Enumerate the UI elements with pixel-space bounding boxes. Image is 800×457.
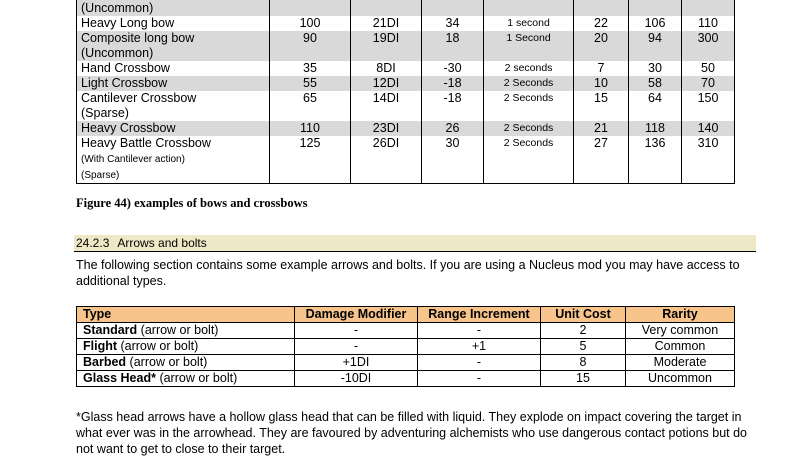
- column-header: Range Increment: [418, 307, 541, 323]
- range-cell: -: [418, 355, 541, 371]
- column-header: Damage Modifier: [295, 307, 418, 323]
- bow-value: 106: [629, 16, 682, 31]
- bow-value: 14DI: [351, 91, 422, 121]
- bow-reload: [484, 0, 574, 16]
- bows-table: [76, 0, 735, 184]
- bow-value: [574, 0, 629, 16]
- bow-value: 310: [682, 136, 735, 184]
- cost-cell: 2: [541, 323, 626, 339]
- bow-value: 94: [629, 31, 682, 61]
- bow-name: Hand Crossbow: [77, 61, 270, 76]
- section-number: 24.2.3: [76, 236, 110, 250]
- table-row: [77, 16, 735, 31]
- rarity-cell: Moderate: [626, 355, 735, 371]
- rarity-cell: Common: [626, 339, 735, 355]
- bow-reload: 2 seconds: [484, 61, 574, 76]
- table-row: [77, 61, 735, 76]
- bow-rarity: (Sparse): [81, 170, 120, 181]
- damage-cell: -10DI: [295, 371, 418, 387]
- bow-value: [629, 0, 682, 16]
- bow-value: 90: [270, 31, 351, 61]
- table-row: [77, 76, 735, 91]
- column-header: Type: [77, 307, 295, 323]
- bow-value: 21DI: [351, 16, 422, 31]
- bow-value: 100: [270, 16, 351, 31]
- bow-value: 125: [270, 136, 351, 184]
- bow-value: 19DI: [351, 31, 422, 61]
- bow-value: 300: [682, 31, 735, 61]
- arrow-name: Barbed: [83, 355, 127, 369]
- bow-value: 34: [422, 16, 484, 31]
- rarity-cell: Uncommon: [626, 371, 735, 387]
- bow-value: 7: [574, 61, 629, 76]
- bow-rarity: (Sparse): [81, 106, 129, 120]
- arrow-kind: (arrow or bolt): [155, 371, 238, 385]
- table-row: [77, 355, 735, 371]
- bow-note: (With Cantilever action): [81, 154, 185, 165]
- arrow-name: Standard: [83, 323, 138, 337]
- bow-rarity: (Uncommon): [81, 1, 154, 15]
- damage-cell: -: [295, 323, 418, 339]
- bow-value: 140: [682, 121, 735, 136]
- bow-reload: 2 Seconds: [484, 76, 574, 91]
- bow-value: 58: [629, 76, 682, 91]
- bow-value: 118: [629, 121, 682, 136]
- bow-value: [682, 0, 735, 16]
- bow-value: 18: [422, 31, 484, 61]
- bow-value: 30: [629, 61, 682, 76]
- bow-value: -18: [422, 91, 484, 121]
- rarity-cell: Very common: [626, 323, 735, 339]
- bow-value: 26: [422, 121, 484, 136]
- table-row: [77, 121, 735, 136]
- bow-value: 22: [574, 16, 629, 31]
- bow-rarity: (Uncommon): [81, 46, 154, 60]
- bow-value: 23DI: [351, 121, 422, 136]
- bow-name: Heavy Crossbow: [77, 121, 270, 136]
- range-cell: -: [418, 323, 541, 339]
- bow-value: 12DI: [351, 76, 422, 91]
- arrows-table: [76, 306, 735, 387]
- range-cell: +1: [418, 339, 541, 355]
- cost-cell: 5: [541, 339, 626, 355]
- table-row: [77, 323, 735, 339]
- bow-value: 30: [422, 136, 484, 184]
- bow-value: 21: [574, 121, 629, 136]
- bow-reload: 2 Seconds: [484, 136, 574, 184]
- bow-reload: 2 Seconds: [484, 91, 574, 121]
- bow-reload: 1 Second: [484, 31, 574, 61]
- table-row: [77, 31, 735, 61]
- damage-cell: +1DI: [295, 355, 418, 371]
- bow-value: 15: [574, 91, 629, 121]
- bow-value: 136: [629, 136, 682, 184]
- section-heading: [74, 235, 756, 252]
- table-row: [77, 0, 735, 16]
- bow-value: 110: [682, 16, 735, 31]
- footnote-paragraph: *Glass head arrows have a hollow glass head that can be filled with liquid. They explode on impact covering the target in what ever was in the arrowhead. They are favoured by adventuring alchemists who use dangerous contact potions but do not want to get to close to their target.: [76, 410, 748, 456]
- bow-value: [351, 0, 422, 16]
- arrow-name: Flight: [83, 339, 118, 353]
- cost-cell: 15: [541, 371, 626, 387]
- bow-reload: 1 second: [484, 16, 574, 31]
- table-header-row: [77, 307, 735, 323]
- intro-paragraph: The following section contains some example arrows and bolts. If you are using a Nucleus mod you may have access to additional types.: [76, 258, 740, 288]
- figure-caption: Figure 44) examples of bows and crossbows: [76, 196, 308, 210]
- bow-name: Light Crossbow: [77, 76, 270, 91]
- bow-value: -30: [422, 61, 484, 76]
- bow-value: 70: [682, 76, 735, 91]
- bow-value: [422, 0, 484, 16]
- arrow-kind: (arrow or bolt): [117, 339, 199, 353]
- bow-value: 50: [682, 61, 735, 76]
- bow-value: 8DI: [351, 61, 422, 76]
- arrow-kind: (arrow or bolt): [137, 323, 219, 337]
- bow-value: 27: [574, 136, 629, 184]
- table-row: [77, 371, 735, 387]
- bow-value: 26DI: [351, 136, 422, 184]
- cost-cell: 8: [541, 355, 626, 371]
- bow-value: [270, 0, 351, 16]
- bow-name: Cantilever Crossbow: [81, 91, 197, 105]
- table-row: [77, 91, 735, 121]
- arrow-kind: (arrow or bolt): [126, 355, 208, 369]
- table-row: [77, 339, 735, 355]
- bow-value: 110: [270, 121, 351, 136]
- bow-reload: 2 Seconds: [484, 121, 574, 136]
- bow-name: Heavy Long bow: [77, 16, 270, 31]
- arrow-name: Glass Head*: [83, 371, 156, 385]
- bow-value: 64: [629, 91, 682, 121]
- damage-cell: -: [295, 339, 418, 355]
- table-row: [77, 136, 735, 184]
- bow-name: Heavy Battle Crossbow: [81, 136, 211, 150]
- bow-value: 35: [270, 61, 351, 76]
- bow-value: 10: [574, 76, 629, 91]
- range-cell: -: [418, 371, 541, 387]
- bow-value: 150: [682, 91, 735, 121]
- bow-value: 65: [270, 91, 351, 121]
- bow-name: Composite long bow: [81, 31, 195, 45]
- bow-value: -18: [422, 76, 484, 91]
- bow-value: 55: [270, 76, 351, 91]
- column-header: Unit Cost: [541, 307, 626, 323]
- bow-value: 20: [574, 31, 629, 61]
- column-header: Rarity: [626, 307, 735, 323]
- section-title: Arrows and bolts: [117, 236, 207, 250]
